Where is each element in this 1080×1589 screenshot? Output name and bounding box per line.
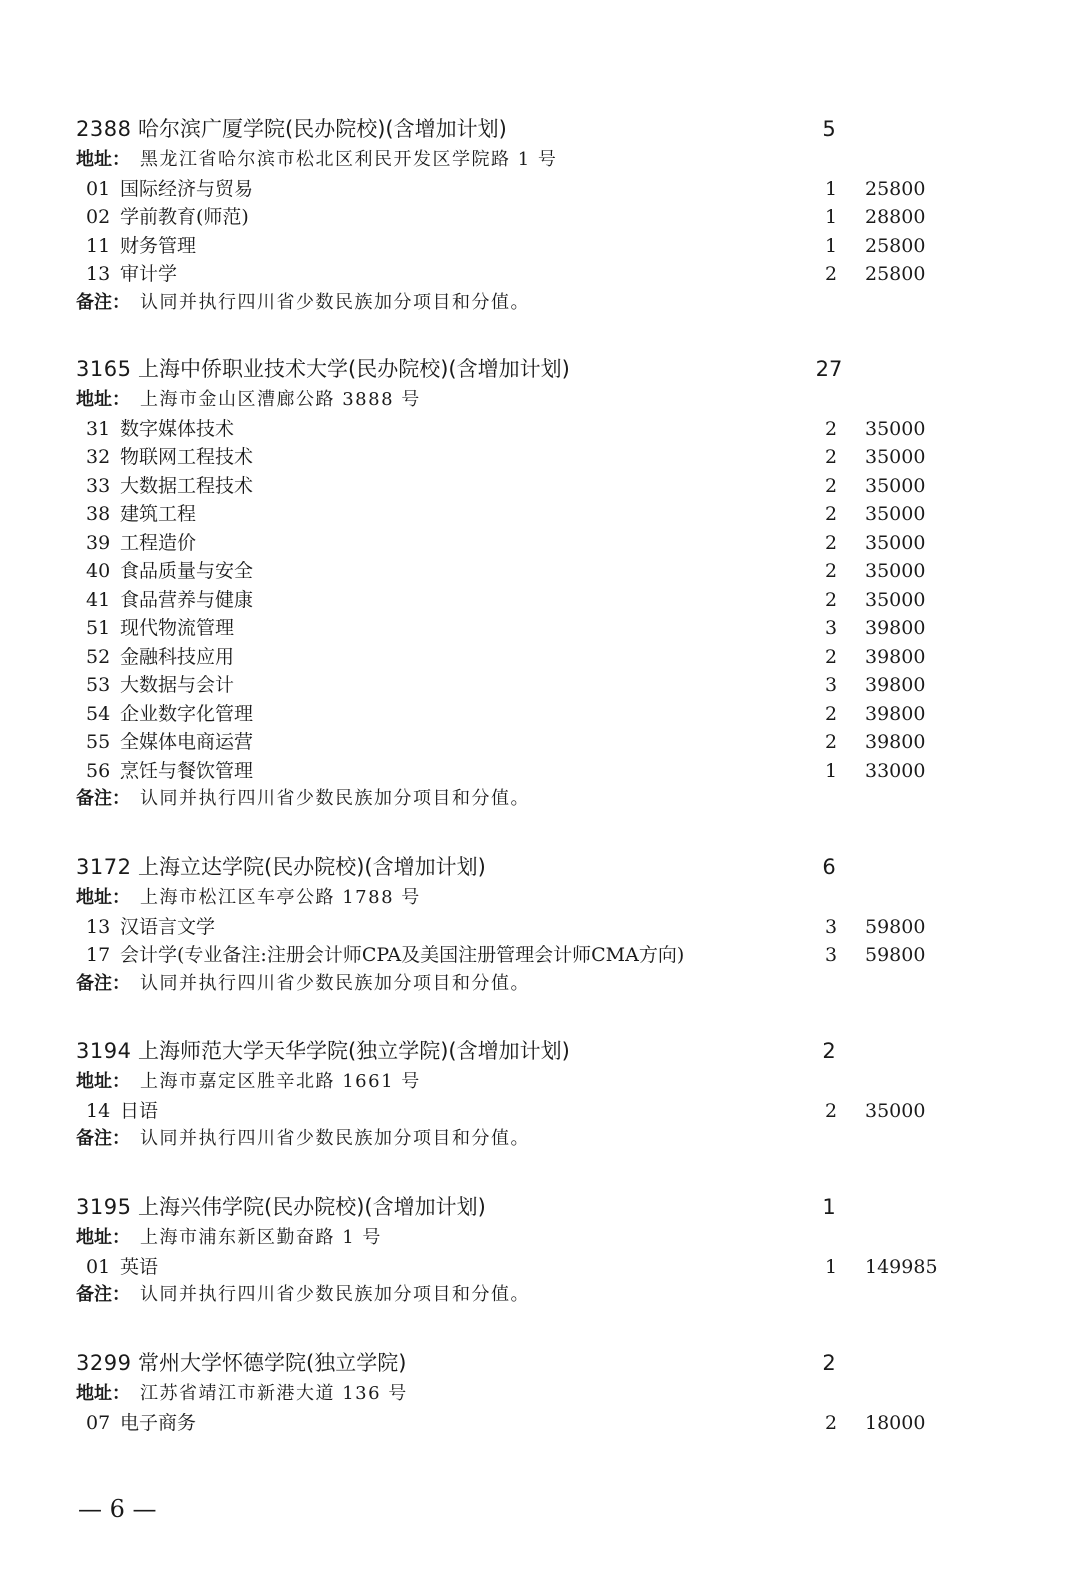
major-code: 40 (86, 560, 111, 582)
major-tuition: 35000 (865, 474, 926, 497)
school-header (0, 114, 1080, 146)
major-tuition: 149985 (865, 1255, 938, 1278)
major-row (0, 500, 1080, 529)
major-tuition: 35000 (865, 1099, 926, 1122)
address-label: 地址： (76, 1383, 130, 1404)
major-code: 14 (86, 1099, 111, 1122)
major-row (0, 643, 1080, 672)
address-text: 上海市浦东新区勤奋路 1 号 (140, 1227, 382, 1248)
major-plan-count: 2 (824, 588, 838, 611)
major-row (0, 700, 1080, 729)
major-code: 33 (86, 474, 111, 497)
major-row (0, 757, 1080, 786)
major-tuition: 25800 (865, 234, 926, 257)
school-address (0, 1380, 1080, 1409)
major-row (0, 232, 1080, 261)
major-name: 建筑工程 (120, 503, 197, 525)
major-code: 55 (86, 731, 111, 753)
major-plan-count: 2 (824, 731, 838, 753)
major-plan-count: 2 (824, 1099, 838, 1122)
address-text: 上海市嘉定区胜辛北路 1661 号 (140, 1071, 421, 1092)
major-row (0, 415, 1080, 444)
school-header (0, 1036, 1080, 1068)
major-row (0, 941, 1080, 970)
school-name: 哈尔滨广厦学院(民办院校)(含增加计划) (138, 117, 507, 141)
major-name: 大数据与会计 (120, 674, 235, 696)
major-name: 工程造价 (120, 531, 197, 554)
major-plan-count: 2 (824, 560, 838, 582)
major-tuition: 39800 (865, 645, 926, 668)
note-text: 认同并执行四川省少数民族加分项目和分值。 (140, 1284, 530, 1305)
school-address (0, 386, 1080, 415)
note-text: 认同并执行四川省少数民族加分项目和分值。 (140, 788, 530, 809)
major-plan-count: 1 (824, 234, 838, 257)
school-note (0, 289, 1080, 318)
major-name: 会计学(专业备注:注册会计师CPA及美国注册管理会计师CMA方向) (120, 944, 685, 966)
major-name: 审计学 (120, 263, 178, 285)
major-name: 食品质量与安全 (120, 560, 254, 582)
school-block (0, 1036, 1080, 1154)
major-tuition: 35000 (865, 417, 926, 440)
major-tuition: 33000 (865, 759, 926, 782)
address-text: 江苏省靖江市新港大道 136 号 (140, 1383, 408, 1404)
school-block (0, 354, 1080, 814)
major-plan-count: 3 (824, 674, 838, 696)
major-name: 英语 (120, 1255, 159, 1278)
major-code: 56 (86, 759, 111, 782)
major-name: 数字媒体技术 (120, 417, 235, 440)
school-name: 上海立达学院(民办院校)(含增加计划) (138, 855, 486, 879)
major-code: 01 (86, 177, 111, 200)
major-code: 54 (86, 702, 111, 725)
school-code: 3194 (76, 1039, 132, 1063)
major-plan-count: 3 (824, 617, 838, 639)
school-header (0, 1192, 1080, 1224)
major-name: 财务管理 (120, 234, 197, 257)
major-name: 电子商务 (120, 1411, 197, 1434)
major-code: 39 (86, 531, 111, 554)
major-tuition: 39800 (865, 702, 926, 725)
major-tuition: 35000 (865, 446, 926, 468)
school-note (0, 970, 1080, 999)
major-name: 现代物流管理 (120, 617, 235, 639)
note-label: 备注： (76, 1128, 130, 1149)
major-tuition: 39800 (865, 617, 926, 639)
page-number: — 6 — (78, 1495, 157, 1523)
major-code: 11 (86, 234, 111, 257)
major-tuition: 35000 (865, 503, 926, 525)
major-name: 全媒体电商运营 (120, 731, 254, 753)
major-row (0, 586, 1080, 615)
major-row (0, 614, 1080, 643)
major-name: 学前教育(师范) (120, 206, 249, 228)
school-block (0, 852, 1080, 998)
major-row (0, 557, 1080, 586)
school-plan-total: 27 (815, 357, 843, 381)
school-address (0, 1224, 1080, 1253)
major-plan-count: 2 (824, 263, 838, 285)
major-plan-count: 1 (824, 206, 838, 228)
major-plan-count: 3 (824, 915, 838, 938)
major-plan-count: 1 (824, 759, 838, 782)
major-tuition: 25800 (865, 263, 926, 285)
major-code: 01 (86, 1255, 111, 1278)
school-code: 2388 (76, 117, 132, 141)
major-tuition: 39800 (865, 731, 926, 753)
note-label: 备注： (76, 972, 130, 994)
major-code: 07 (86, 1411, 111, 1434)
school-address (0, 1068, 1080, 1097)
school-code: 3165 (76, 357, 132, 381)
address-label: 地址： (76, 1071, 130, 1092)
school-plan-total: 5 (822, 117, 836, 141)
major-row (0, 913, 1080, 942)
major-tuition: 35000 (865, 588, 926, 611)
address-text: 上海市金山区漕廊公路 3888 号 (140, 389, 421, 410)
major-plan-count: 2 (824, 702, 838, 725)
major-tuition: 28800 (865, 206, 926, 228)
major-row (0, 443, 1080, 472)
address-text: 上海市松江区车亭公路 1788 号 (140, 887, 421, 908)
major-code: 38 (86, 503, 111, 525)
major-plan-count: 2 (824, 645, 838, 668)
major-row (0, 671, 1080, 700)
school-block (0, 1192, 1080, 1310)
major-name: 汉语言文学 (120, 915, 216, 938)
note-label: 备注： (76, 291, 130, 313)
major-code: 51 (86, 617, 111, 639)
school-address (0, 146, 1080, 175)
major-code: 13 (86, 915, 111, 938)
school-plan-total: 1 (822, 1195, 836, 1219)
major-name: 国际经济与贸易 (120, 177, 254, 200)
school-name: 上海中侨职业技术大学(民办院校)(含增加计划) (138, 357, 570, 381)
school-name: 上海兴伟学院(民办院校)(含增加计划) (138, 1195, 486, 1219)
school-name: 上海师范大学天华学院(独立学院)(含增加计划) (138, 1039, 570, 1063)
school-plan-total: 6 (822, 855, 836, 879)
major-row (0, 1409, 1080, 1438)
major-plan-count: 3 (824, 944, 838, 966)
major-row (0, 472, 1080, 501)
major-name: 金融科技应用 (120, 645, 235, 668)
major-name: 大数据工程技术 (120, 474, 254, 497)
major-plan-count: 2 (824, 417, 838, 440)
address-text: 黑龙江省哈尔滨市松北区利民开发区学院路 1 号 (140, 149, 558, 170)
major-row (0, 529, 1080, 558)
major-code: 02 (86, 206, 111, 228)
major-name: 日语 (120, 1099, 159, 1122)
major-row (0, 1097, 1080, 1126)
school-block (0, 1348, 1080, 1437)
note-text: 认同并执行四川省少数民族加分项目和分值。 (140, 972, 530, 994)
school-code: 3299 (76, 1351, 132, 1375)
address-label: 地址： (76, 149, 130, 170)
major-code: 41 (86, 588, 111, 611)
school-header (0, 354, 1080, 386)
major-code: 32 (86, 446, 111, 468)
major-tuition: 59800 (865, 915, 926, 938)
major-row (0, 175, 1080, 204)
school-name: 常州大学怀德学院(独立学院) (138, 1351, 407, 1375)
major-code: 31 (86, 417, 111, 440)
note-label: 备注： (76, 788, 130, 809)
major-plan-count: 2 (824, 503, 838, 525)
school-header (0, 1348, 1080, 1380)
major-tuition: 59800 (865, 944, 926, 966)
major-row (0, 1253, 1080, 1282)
major-plan-count: 1 (824, 1255, 838, 1278)
address-label: 地址： (76, 389, 130, 410)
school-block (0, 114, 1080, 317)
major-name: 烹饪与餐饮管理 (120, 759, 254, 782)
major-tuition: 35000 (865, 531, 926, 554)
school-note (0, 1125, 1080, 1154)
major-code: 53 (86, 674, 111, 696)
school-code: 3172 (76, 855, 132, 879)
major-tuition: 18000 (865, 1411, 926, 1434)
major-row (0, 260, 1080, 289)
school-address (0, 884, 1080, 913)
major-tuition: 35000 (865, 560, 926, 582)
major-row (0, 728, 1080, 757)
major-name: 物联网工程技术 (120, 446, 254, 468)
major-plan-count: 2 (824, 446, 838, 468)
major-plan-count: 1 (824, 177, 838, 200)
major-plan-count: 2 (824, 1411, 838, 1434)
school-header (0, 852, 1080, 884)
major-tuition: 25800 (865, 177, 926, 200)
major-plan-count: 2 (824, 474, 838, 497)
major-row (0, 203, 1080, 232)
school-plan-total: 2 (822, 1351, 836, 1375)
major-code: 13 (86, 263, 111, 285)
note-label: 备注： (76, 1284, 130, 1305)
major-code: 52 (86, 645, 111, 668)
school-plan-total: 2 (822, 1039, 836, 1063)
note-text: 认同并执行四川省少数民族加分项目和分值。 (140, 1128, 530, 1149)
major-name: 食品营养与健康 (120, 588, 254, 611)
school-note (0, 785, 1080, 814)
major-plan-count: 2 (824, 531, 838, 554)
major-tuition: 39800 (865, 674, 926, 696)
school-code: 3195 (76, 1195, 132, 1219)
major-code: 17 (86, 944, 111, 966)
school-note (0, 1281, 1080, 1310)
address-label: 地址： (76, 1227, 130, 1248)
note-text: 认同并执行四川省少数民族加分项目和分值。 (140, 291, 530, 313)
major-name: 企业数字化管理 (120, 702, 254, 725)
address-label: 地址： (76, 887, 130, 908)
